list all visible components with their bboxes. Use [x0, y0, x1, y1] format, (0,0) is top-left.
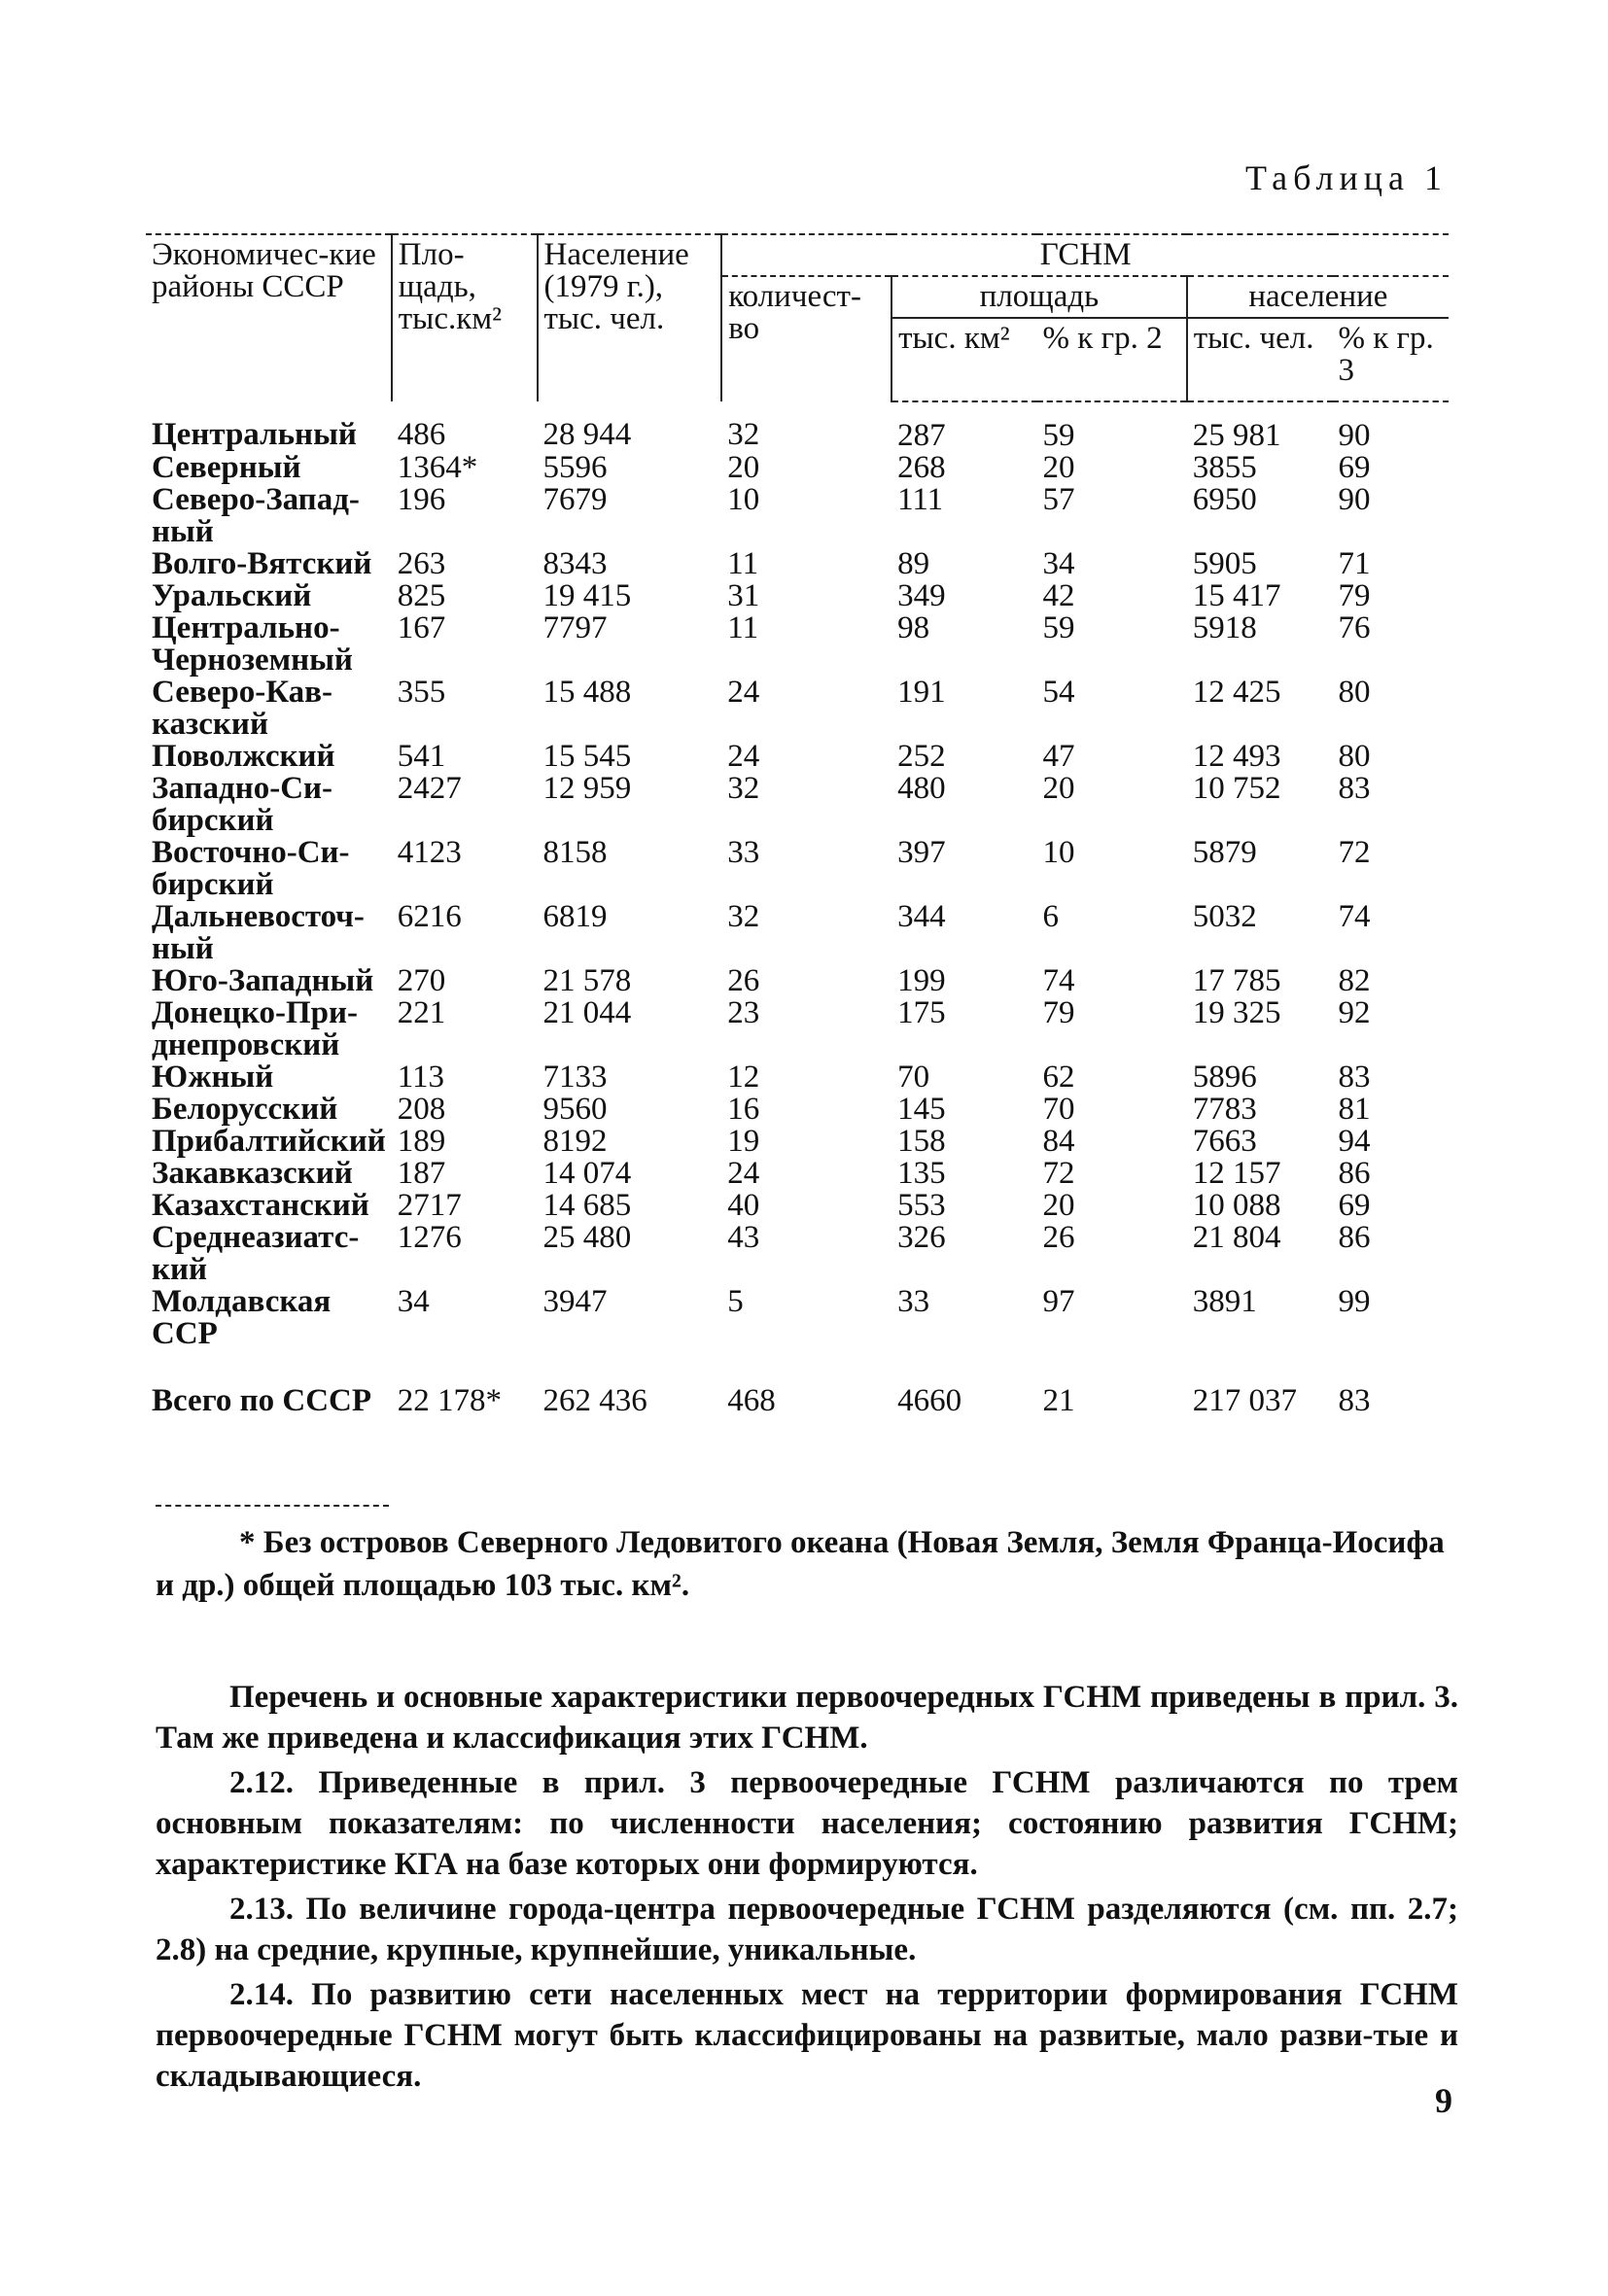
paragraph-2: 2.12. Приведенные в прил. 3 первоочередные ГСНМ различаются по трем основным показателям: по численности населения; состоянию развития ГСНМ; характеристике КГА на базе которых они формируются.: [156, 1765, 1458, 1882]
cell-gsnm-pop-pct: 83: [1338, 771, 1371, 806]
cell-region-name: Южный: [152, 1060, 274, 1095]
cell-gsnm-count: 20: [727, 450, 760, 485]
cell-gsnm-area: 175: [897, 995, 946, 1030]
header-pop-abs: тыс. чел.: [1187, 318, 1333, 401]
cell-gsnm-pop: 5918: [1192, 610, 1257, 645]
paragraph-1: Перечень и основные характеристики первоочередных ГСНМ приведены в прил. 3. Там же приведена и классификация этих ГСНМ.: [156, 1680, 1458, 1756]
cell-area: 2427: [397, 771, 462, 806]
cell-area: 34: [397, 1284, 430, 1319]
cell-gsnm-area: 158: [897, 1124, 946, 1159]
cell-gsnm-area-pct: 57: [1042, 482, 1075, 517]
cell-gsnm-area: 4660: [897, 1383, 962, 1418]
cell-gsnm-count: 31: [727, 578, 760, 613]
cell-gsnm-area: 199: [897, 963, 946, 998]
cell-gsnm-pop: 25 981: [1192, 418, 1281, 453]
cell-gsnm-area: 553: [897, 1188, 946, 1223]
cell-gsnm-pop: 12 157: [1192, 1156, 1281, 1191]
table-row: [146, 677, 1449, 741]
cell-area: 221: [397, 995, 446, 1030]
cell-area: 270: [397, 963, 446, 998]
cell-gsnm-count: 24: [727, 675, 760, 710]
table-body: [146, 401, 1449, 1417]
cell-gsnm-area-pct: 21: [1042, 1383, 1075, 1418]
header-population-group: население: [1187, 276, 1449, 318]
cell-area: 263: [397, 546, 446, 581]
cell-gsnm-area-pct: 62: [1042, 1060, 1075, 1095]
cell-area: 1364*: [397, 450, 478, 485]
cell-gsnm-area: 89: [897, 546, 930, 581]
cell-gsnm-area-pct: 79: [1042, 995, 1075, 1030]
cell-gsnm-area-pct: 20: [1042, 1188, 1075, 1223]
cell-area: 208: [397, 1092, 446, 1127]
cell-population: 21 044: [542, 995, 632, 1030]
table-row: [146, 401, 1449, 452]
header-area-abs: тыс. км²: [891, 318, 1036, 401]
cell-gsnm-area: 287: [897, 418, 946, 453]
cell-region-name: Северный: [152, 450, 301, 485]
table-row: [146, 1158, 1449, 1190]
cell-gsnm-pop-pct: 86: [1338, 1220, 1371, 1255]
cell-gsnm-count: 24: [727, 1156, 760, 1191]
cell-population: 9560: [542, 1092, 608, 1127]
cell-gsnm-pop-pct: 94: [1338, 1124, 1371, 1159]
cell-gsnm-pop: 15 417: [1192, 578, 1281, 613]
header-region: Экономичес-кие районы СССР: [146, 234, 392, 401]
cell-gsnm-area-pct: 97: [1042, 1284, 1075, 1319]
cell-region-name: Дальневосточ-ный: [152, 899, 365, 966]
cell-gsnm-area: 145: [897, 1092, 946, 1127]
cell-area: 355: [397, 675, 446, 710]
cell-gsnm-area-pct: 20: [1042, 450, 1075, 485]
header-area: Пло-щадь, тыс.км²: [392, 234, 538, 401]
cell-gsnm-pop-pct: 83: [1338, 1060, 1371, 1095]
table-row: [146, 1094, 1449, 1126]
cell-population: 7797: [542, 610, 608, 645]
body-text: [156, 1677, 1458, 2101]
cell-gsnm-area-pct: 6: [1042, 899, 1060, 934]
cell-region-name: Молдавская ССР: [152, 1284, 332, 1351]
cell-area: 4123: [397, 835, 462, 870]
cell-population: 15 488: [542, 675, 632, 710]
cell-region-name: Прибалтийский: [152, 1124, 386, 1159]
paragraph-3: 2.13. По величине города-центра первоочередные ГСНМ разделяются (см. пп. 2.7; 2.8) на средние, крупные, крупнейшие, уникальные.: [156, 1892, 1458, 1967]
cell-gsnm-pop: 5905: [1192, 546, 1257, 581]
cell-gsnm-area-pct: 74: [1042, 963, 1075, 998]
table-row: [146, 612, 1449, 677]
cell-region-name: Волго-Вятский: [152, 546, 372, 581]
cell-population: 25 480: [542, 1220, 632, 1255]
cell-gsnm-pop: 5896: [1192, 1060, 1257, 1095]
cell-gsnm-count: 11: [727, 546, 759, 581]
cell-gsnm-area-pct: 70: [1042, 1092, 1075, 1127]
cell-gsnm-pop-pct: 80: [1338, 675, 1371, 710]
cell-population: 12 959: [542, 771, 632, 806]
cell-gsnm-area: 191: [897, 675, 946, 710]
cell-gsnm-count: 24: [727, 739, 760, 774]
cell-gsnm-area: 98: [897, 610, 930, 645]
cell-area: 1276: [397, 1220, 462, 1255]
cell-gsnm-area-pct: 72: [1042, 1156, 1075, 1191]
table-row: [146, 580, 1449, 612]
cell-region-name: Закавказский: [152, 1156, 353, 1191]
cell-region-name: Северо-Кав-казский: [152, 675, 332, 742]
cell-gsnm-pop: 5879: [1192, 835, 1257, 870]
table-row: [146, 484, 1449, 548]
cell-gsnm-count: 40: [727, 1188, 760, 1223]
page-number: 9: [1435, 2081, 1452, 2120]
cell-gsnm-area: 111: [897, 482, 944, 517]
table-row: [146, 741, 1449, 773]
cell-population: 8343: [542, 546, 608, 581]
cell-population: 19 415: [542, 578, 632, 613]
cell-gsnm-area-pct: 20: [1042, 771, 1075, 806]
cell-gsnm-area: 326: [897, 1220, 946, 1255]
cell-gsnm-area-pct: 84: [1042, 1124, 1075, 1159]
cell-gsnm-count: 32: [727, 771, 760, 806]
cell-population: 6819: [542, 899, 608, 934]
table-row-total: [146, 1350, 1449, 1417]
cell-population: 28 944: [542, 417, 632, 452]
cell-gsnm-area-pct: 42: [1042, 578, 1075, 613]
header-area-group: площадь: [891, 276, 1187, 318]
cell-gsnm-count: 23: [727, 995, 760, 1030]
cell-region-name: Центрально-Черноземный: [152, 610, 353, 678]
cell-population: 7133: [542, 1060, 608, 1095]
cell-area: 6216: [397, 899, 462, 934]
table-row: [146, 452, 1449, 484]
cell-gsnm-pop: 10 088: [1192, 1188, 1281, 1223]
cell-gsnm-pop: 3855: [1192, 450, 1257, 485]
cell-gsnm-count: 26: [727, 963, 760, 998]
cell-region-name: Западно-Си-бирский: [152, 771, 333, 838]
cell-gsnm-pop-pct: 80: [1338, 739, 1371, 774]
cell-gsnm-pop: 3891: [1192, 1284, 1257, 1319]
cell-area: 541: [397, 739, 446, 774]
cell-region-name: Восточно-Си-бирский: [152, 835, 350, 902]
cell-gsnm-pop: 217 037: [1192, 1383, 1297, 1418]
header-count: количест-во: [721, 276, 891, 401]
cell-gsnm-pop-pct: 90: [1338, 418, 1371, 453]
cell-gsnm-area: 480: [897, 771, 946, 806]
cell-gsnm-pop: 10 752: [1192, 771, 1281, 806]
cell-gsnm-pop-pct: 99: [1338, 1284, 1371, 1319]
table-row: [146, 901, 1449, 965]
table-label: Таблица 1: [1245, 158, 1448, 197]
regions-table: [146, 233, 1449, 1417]
cell-region-name: Центральный: [152, 417, 357, 452]
cell-gsnm-area-pct: 34: [1042, 546, 1075, 581]
cell-gsnm-count: 10: [727, 482, 760, 517]
cell-gsnm-area: 397: [897, 835, 946, 870]
cell-gsnm-pop-pct: 81: [1338, 1092, 1371, 1127]
cell-gsnm-pop: 21 804: [1192, 1220, 1281, 1255]
cell-gsnm-count: 43: [727, 1220, 760, 1255]
cell-gsnm-count: 468: [727, 1383, 776, 1418]
cell-region-name: Донецко-При-днепровский: [152, 995, 358, 1062]
cell-gsnm-area: 252: [897, 739, 946, 774]
cell-gsnm-pop: 19 325: [1192, 995, 1281, 1030]
cell-area: 825: [397, 578, 446, 613]
cell-gsnm-count: 32: [727, 417, 760, 452]
table-row: [146, 1190, 1449, 1222]
cell-population: 14 685: [542, 1188, 632, 1223]
cell-region-name: Белорусский: [152, 1092, 338, 1127]
cell-gsnm-pop-pct: 71: [1338, 546, 1371, 581]
paragraph-4: 2.14. По развитию сети населенных мест на территории формирования ГСНМ первоочередные ГСНМ могут быть классифицированы на развитые, мало разви-тые и складывающиеся.: [156, 1977, 1458, 2094]
cell-gsnm-pop-pct: 69: [1338, 1188, 1371, 1223]
cell-gsnm-area: 344: [897, 899, 946, 934]
cell-area: 113: [397, 1060, 445, 1095]
cell-gsnm-pop-pct: 69: [1338, 450, 1371, 485]
cell-gsnm-pop: 5032: [1192, 899, 1257, 934]
table-row: [146, 997, 1449, 1061]
header-pop-pct: % к гр. 3: [1333, 318, 1450, 401]
cell-area: 2717: [397, 1188, 462, 1223]
cell-gsnm-pop-pct: 79: [1338, 578, 1371, 613]
header-gsnm: ГСНМ: [721, 234, 1449, 276]
cell-gsnm-area-pct: 26: [1042, 1220, 1075, 1255]
cell-gsnm-area: 33: [897, 1284, 930, 1319]
cell-gsnm-pop: 12 493: [1192, 739, 1281, 774]
cell-region-name: Поволжский: [152, 739, 335, 774]
table-row: [146, 773, 1449, 837]
cell-gsnm-pop: 12 425: [1192, 675, 1281, 710]
table-row: [146, 1286, 1449, 1350]
cell-region-name: Казахстанский: [152, 1188, 369, 1223]
cell-gsnm-area: 349: [897, 578, 946, 613]
cell-area: 196: [397, 482, 446, 517]
cell-gsnm-area: 135: [897, 1156, 946, 1191]
cell-gsnm-pop-pct: 74: [1338, 899, 1371, 934]
cell-population: 3947: [542, 1284, 608, 1319]
cell-region-name: Северо-Запад-ный: [152, 482, 360, 549]
cell-population: 21 578: [542, 963, 632, 998]
cell-gsnm-pop-pct: 76: [1338, 610, 1371, 645]
cell-population: 262 436: [542, 1383, 647, 1418]
cell-area: 189: [397, 1124, 446, 1159]
cell-gsnm-area-pct: 59: [1042, 610, 1075, 645]
table-row: [146, 837, 1449, 901]
cell-region-name: Уральский: [152, 578, 312, 613]
cell-population: 8158: [542, 835, 608, 870]
table-row: [146, 1061, 1449, 1094]
cell-area: 187: [397, 1156, 446, 1191]
footnote: * Без островов Северного Ледовитого океана (Новая Земля, Земля Франца-Иосифа и др.) общей площадью 103 тыс. км².: [156, 1525, 1445, 1603]
cell-population: 7679: [542, 482, 608, 517]
cell-gsnm-pop-pct: 90: [1338, 482, 1371, 517]
cell-area: 22 178*: [397, 1383, 503, 1418]
cell-gsnm-area-pct: 47: [1042, 739, 1075, 774]
cell-population: 14 074: [542, 1156, 632, 1191]
cell-gsnm-count: 16: [727, 1092, 760, 1127]
footnote-rule: [156, 1505, 389, 1507]
cell-area: 486: [397, 417, 446, 452]
header-population: Население (1979 г.), тыс. чел.: [538, 234, 722, 401]
cell-gsnm-count: 12: [727, 1060, 760, 1095]
cell-gsnm-area: 268: [897, 450, 946, 485]
table-row: [146, 965, 1449, 997]
table-row: [146, 1222, 1449, 1286]
table-row: [146, 1126, 1449, 1158]
cell-gsnm-pop-pct: 92: [1338, 995, 1371, 1030]
cell-gsnm-count: 32: [727, 899, 760, 934]
cell-gsnm-area-pct: 54: [1042, 675, 1075, 710]
cell-gsnm-count: 19: [727, 1124, 760, 1159]
cell-population: 15 545: [542, 739, 632, 774]
cell-gsnm-pop: 17 785: [1192, 963, 1281, 998]
cell-region-name: Среднеазиатс-кий: [152, 1220, 360, 1287]
table-row: [146, 548, 1449, 580]
cell-gsnm-pop-pct: 86: [1338, 1156, 1371, 1191]
cell-gsnm-pop-pct: 83: [1338, 1383, 1371, 1418]
cell-gsnm-pop: 6950: [1192, 482, 1257, 517]
cell-region-name: Юго-Западный: [152, 963, 374, 998]
cell-gsnm-pop-pct: 72: [1338, 835, 1371, 870]
cell-gsnm-area: 70: [897, 1060, 930, 1095]
cell-gsnm-count: 11: [727, 610, 759, 645]
cell-area: 167: [397, 610, 446, 645]
cell-gsnm-count: 5: [727, 1284, 744, 1319]
cell-gsnm-pop: 7783: [1192, 1092, 1257, 1127]
header-area-pct: % к гр. 2: [1037, 318, 1187, 401]
cell-gsnm-area-pct: 59: [1042, 418, 1075, 453]
cell-gsnm-pop-pct: 82: [1338, 963, 1371, 998]
cell-gsnm-count: 33: [727, 835, 760, 870]
cell-population: 8192: [542, 1124, 608, 1159]
cell-gsnm-area-pct: 10: [1042, 835, 1075, 870]
cell-region-name: Всего по СССР: [152, 1383, 372, 1418]
cell-population: 5596: [542, 450, 608, 485]
cell-gsnm-pop: 7663: [1192, 1124, 1257, 1159]
